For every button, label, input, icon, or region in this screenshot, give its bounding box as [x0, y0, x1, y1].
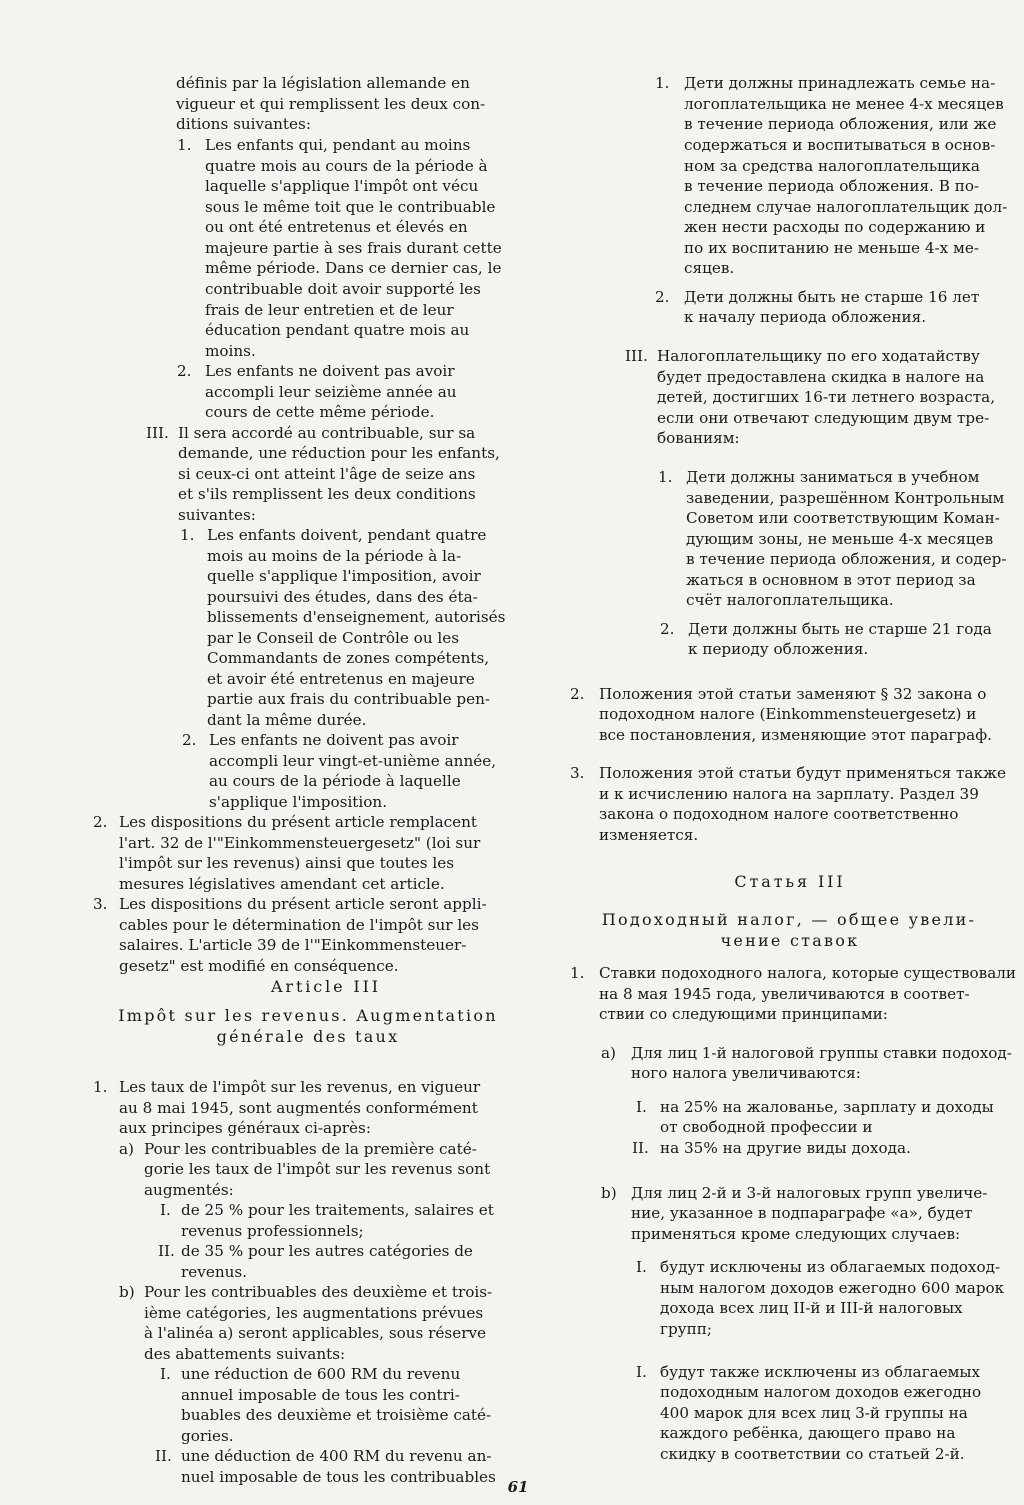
text-line: скидку в соответствии со статьей 2-й. [660, 1445, 965, 1463]
text-line: Для лиц 1-й налоговой группы ставки подоход- [631, 1044, 1012, 1062]
text-line: de 35 % pour les autres catégories de [181, 1242, 473, 1260]
text-line: définis par la législation allemande en [176, 74, 470, 92]
text-line: Pour les contribuables de la première caté- [144, 1140, 477, 1158]
text-line: Дети должны быть не старше 16 лет [684, 288, 980, 306]
list-marker: 2. [660, 620, 675, 638]
french-article-title: Article III [270, 977, 382, 996]
text-line: ствии со следующими принципами: [599, 1005, 888, 1023]
text-line: blissements d'enseignement, autorisés [207, 608, 506, 626]
text-line: жаться в основном в этот период за [686, 571, 976, 589]
list-marker: III. [625, 347, 648, 365]
text-line: Советом или соответствующим Коман- [686, 509, 1000, 527]
list-marker: I. [160, 1201, 171, 1219]
list-marker: 2. [177, 362, 192, 380]
text-line: ième catégories, les augmentations prévues [144, 1304, 484, 1322]
list-marker: a) [601, 1044, 616, 1062]
text-line: к периоду обложения. [688, 640, 869, 658]
text-line: ние, указанное в подпараграфе «а», будет [631, 1204, 973, 1222]
text-line: quelle s'applique l'imposition, avoir [207, 567, 481, 585]
text-line: une déduction de 400 RM du revenu an- [181, 1447, 492, 1465]
text-line: от свободной профессии и [660, 1118, 873, 1136]
text-line: ным налогом доходов ежегодно 600 марок [660, 1279, 1005, 1297]
text-line: frais de leur entretien et de leur [205, 301, 454, 319]
text-line: следнем случае налогоплательщик дол- [684, 198, 1008, 216]
text-line: gories. [181, 1427, 234, 1445]
text-line: si ceux-ci ont atteint l'âge de seize ans [178, 465, 476, 483]
list-marker: 1. [570, 964, 585, 982]
text-line: demande, une réduction pour les enfants, [178, 444, 500, 462]
text-line: l'impôt sur les revenus) ainsi que toutes les [119, 854, 455, 872]
text-line: бованиям: [657, 429, 740, 447]
text-line: gesetz" est modifié en conséquence. [119, 957, 399, 975]
text-line: cours de cette même période. [205, 403, 435, 421]
text-line: сяцев. [684, 259, 735, 277]
text-line: Ставки подоходного налога, которые существовали [599, 964, 1017, 982]
text-line: augmentés: [144, 1181, 234, 1199]
text-line: Положения этой статьи будут применяться также [599, 764, 1006, 782]
text-line: annuel imposable de tous les contri- [181, 1386, 460, 1404]
list-marker: b) [601, 1184, 617, 1202]
text-line: partie aux frais du contribuable pen- [207, 690, 491, 708]
text-line: par le Conseil de Contrôle ou les [207, 629, 460, 647]
list-marker: I. [636, 1258, 647, 1276]
text-line: 400 марок для всех лиц 3-й группы на [660, 1404, 968, 1422]
text-line: закона о подоходном налоге соответственно [599, 805, 959, 823]
text-line: des abattements suivants: [144, 1345, 346, 1363]
text-line: Les dispositions du présent article seront appli- [119, 895, 487, 913]
text-line: au 8 mai 1945, sont augmentés conformément [119, 1099, 478, 1117]
text-line: будут исключены из облагаемых подоход- [660, 1258, 1001, 1276]
text-line: salaires. L'article 39 de l'"Einkommensteuer- [119, 936, 467, 954]
text-line: mois au moins de la période à la- [207, 547, 462, 565]
text-line: suivantes: [178, 506, 256, 524]
text-line: revenus. [181, 1263, 248, 1281]
text-line: vigueur et qui remplissent les deux con- [176, 95, 486, 113]
text-line: cables pour le détermination de l'impôt sur les [119, 916, 479, 934]
list-marker: 2. [570, 685, 585, 703]
text-line: accompli leur seizième année au [205, 383, 457, 401]
text-line: счёт налогоплательщика. [686, 591, 894, 609]
text-line: к началу периода обложения. [684, 308, 927, 326]
text-line: ном за средства налогоплательщика [684, 157, 980, 175]
text-line: Il sera accordé au contribuable, sur sa [178, 424, 476, 442]
text-line: подоходным налогом доходов ежегодно [660, 1383, 982, 1401]
text-line: логоплательщика не менее 4-х месяцев [684, 95, 1004, 113]
text-line: Для лиц 2-й и 3-й налоговых групп увеличе- [631, 1184, 988, 1202]
text-line: в течение периода обложения, или же [684, 115, 997, 133]
text-line: gorie les taux de l'impôt sur les revenus sont [144, 1160, 491, 1178]
text-line: même période. Dans ce dernier cas, le [205, 259, 502, 277]
text-line: дующим зоны, не меньше 4-х месяцев [686, 530, 994, 548]
list-marker: 3. [570, 764, 585, 782]
text-line: mesures législatives amendant cet article. [119, 875, 445, 893]
text-line: Les enfants qui, pendant au moins [205, 136, 471, 154]
text-line: Les enfants ne doivent pas avoir [205, 362, 455, 380]
text-line: buables des deuxième et troisième caté- [181, 1406, 492, 1424]
text-line: et s'ils remplissent les deux conditions [178, 485, 476, 503]
list-marker: 2. [182, 731, 197, 749]
text-line: une réduction de 600 RM du revenu [181, 1365, 461, 1383]
list-marker: 1. [658, 468, 673, 486]
text-line: Les dispositions du présent article remplacent [119, 813, 478, 831]
text-line: à l'alinéa a) seront applicables, sous réserve [144, 1324, 487, 1342]
text-line: дохода всех лиц II-й и III-й налоговых [660, 1299, 963, 1317]
text-line: ного налога увеличиваются: [631, 1064, 861, 1082]
text-line: Дети должны заниматься в учебном [686, 468, 980, 486]
list-marker: II. [155, 1447, 172, 1465]
list-marker: I. [160, 1365, 171, 1383]
text-line: в течение периода обложения. В по- [684, 177, 980, 195]
text-line: Les taux de l'impôt sur les revenus, en vigueur [119, 1078, 481, 1096]
list-marker: I. [636, 1363, 647, 1381]
list-marker: 3. [93, 895, 108, 913]
list-marker: 2. [93, 813, 108, 831]
text-line: ditions suivantes: [176, 115, 311, 133]
text-line: aux principes généraux ci-après: [119, 1119, 371, 1137]
text-line: revenus professionnels; [181, 1222, 364, 1240]
text-line: Les enfants ne doivent pas avoir [209, 731, 459, 749]
list-marker: a) [119, 1140, 134, 1158]
text-line: Дети должны быть не старше 21 года [688, 620, 992, 638]
list-marker: I. [636, 1098, 647, 1116]
text-line: poursuivi des études, dans des éta- [207, 588, 478, 606]
list-marker: II. [632, 1139, 649, 1157]
text-line: Les enfants doivent, pendant quatre [207, 526, 487, 544]
russian-article-subtitle-2: чение ставок [720, 931, 860, 950]
list-marker: II. [158, 1242, 175, 1260]
text-line: accompli leur vingt-et-unième année, [209, 752, 497, 770]
text-line: quatre mois au cours de la période à [205, 157, 488, 175]
text-line: и к исчислению налога на зарплату. Раздел 39 [599, 785, 979, 803]
text-line: Дети должны принадлежать семье на- [684, 74, 996, 92]
russian-article-title: Статья III [734, 872, 846, 891]
text-line: все постановления, изменяющие этот параграф. [599, 726, 992, 744]
text-line: заведении, разрешённом Контрольным [686, 489, 1005, 507]
text-line: contribuable doit avoir supporté les [205, 280, 481, 298]
text-line: групп; [660, 1320, 712, 1338]
text-line: на 35% на другие виды дохода. [660, 1139, 911, 1157]
text-line: изменяется. [599, 826, 699, 844]
text-line: Commandants de zones compétents, [207, 649, 490, 667]
text-line: s'applique l'imposition. [209, 793, 388, 811]
list-marker: III. [146, 424, 169, 442]
text-line: будет предоставлена скидка в налоге на [657, 368, 985, 386]
russian-article-subtitle-1: Подоходный налог, — общее увели- [601, 910, 977, 929]
text-line: по их воспитанию не меньше 4-х ме- [684, 239, 979, 257]
list-marker: 1. [177, 136, 192, 154]
list-marker: 1. [180, 526, 195, 544]
text-line: Pour les contribuables des deuxième et trois- [144, 1283, 493, 1301]
text-line: детей, достигших 16-ти летнего возраста, [657, 388, 996, 406]
text-line: laquelle s'applique l'impôt ont vécu [205, 177, 479, 195]
list-marker: 1. [655, 74, 670, 92]
list-marker: 2. [655, 288, 670, 306]
text-line: подоходном налоге (Einkommensteuergesetz) и [599, 705, 977, 723]
text-line: на 25% на жалованье, зарплату и доходы [660, 1098, 994, 1116]
text-line: au cours de la période à laquelle [209, 772, 461, 790]
french-article-subtitle-2: générale des taux [216, 1027, 400, 1046]
text-line: содержаться и воспитываться в основ- [684, 136, 996, 154]
text-line: nuel imposable de tous les contribuables [181, 1468, 496, 1486]
text-line: в течение периода обложения, и содер- [686, 550, 1007, 568]
text-line: на 8 мая 1945 года, увеличиваются в соответ- [599, 985, 970, 1003]
text-line: применяться кроме следующих случаев: [631, 1225, 961, 1243]
text-line: Положения этой статьи заменяют § 32 закона о [599, 685, 987, 703]
text-line: et avoir été entretenus en majeure [207, 670, 475, 688]
text-line: de 25 % pour les traitements, salaires et [181, 1201, 494, 1219]
text-line: жен нести расходы по содержанию и [684, 218, 986, 236]
text-line: l'art. 32 de l'"Einkommensteuergesetz" (loi sur [119, 834, 481, 852]
text-line: будут также исключены из облагаемых [660, 1363, 981, 1381]
text-line: ou ont été entretenus et élevés en [205, 218, 468, 236]
text-line: dant la même durée. [207, 711, 367, 729]
text-line: каждого ребёнка, дающего право на [660, 1424, 956, 1442]
text-line: éducation pendant quatre mois au [205, 321, 470, 339]
page-number: 61 [507, 1478, 529, 1496]
text-line: Налогоплательщику по его ходатайству [657, 347, 980, 365]
french-article-subtitle-1: Impôt sur les revenus. Augmentation [118, 1006, 498, 1025]
text-line: если они отвечают следующим двум тре- [657, 409, 990, 427]
text-line: majeure partie à ses frais durant cette [205, 239, 502, 257]
text-line: sous le même toit que le contribuable [205, 198, 496, 216]
text-line: moins. [205, 342, 256, 360]
list-marker: 1. [93, 1078, 108, 1096]
list-marker: b) [119, 1283, 135, 1301]
